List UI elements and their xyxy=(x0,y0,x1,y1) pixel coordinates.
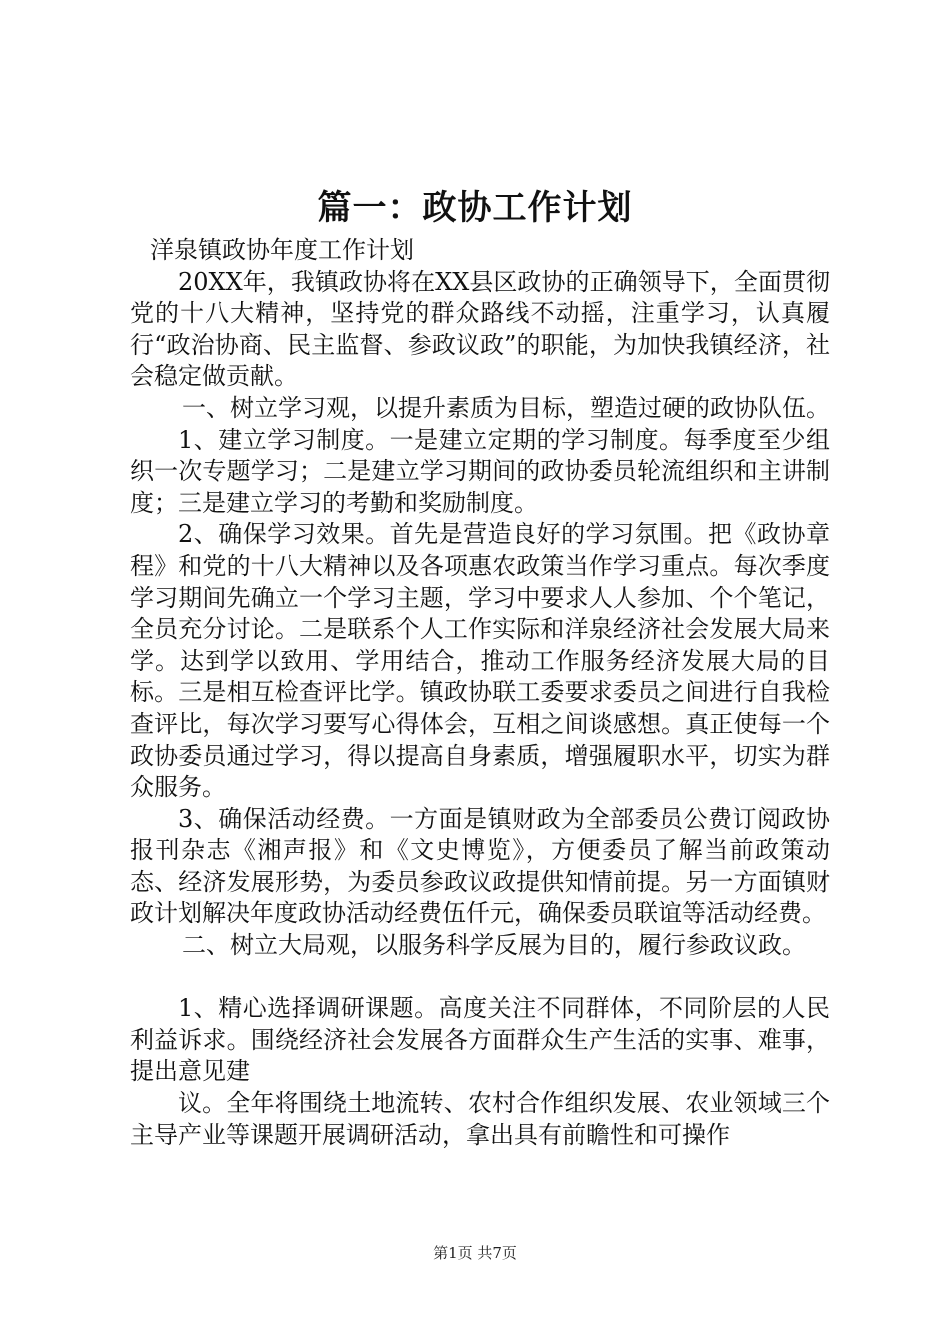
paragraph-activity-funds: 3、确保活动经费。一方面是镇财政为全部委员公费订阅政协报刊杂志《湘声报》和《文史博览》，方便委员了解当前政策动态、经济发展形势，为委员参政议政提供知情前提。另一方面镇财政计划解决年度政协活动经费伍仟元，确保委员联谊等活动经费。 xyxy=(130,804,830,928)
blank-line xyxy=(130,962,830,994)
paragraph-study-system: 1、建立学习制度。一是建立定期的学习制度。每季度至少组织一次专题学习；二是建立学习期间的政协委员轮流组织和主讲制度；三是建立学习的考勤和奖励制度。 xyxy=(130,425,830,517)
section-heading-2: 二、树立大局观，以服务科学反展为目的，履行参政议政。 xyxy=(182,931,806,960)
paragraph-study-effect: 2、确保学习效果。首先是营造良好的学习氛围。把《政协章程》和党的十八大精神以及各项惠农政策当作学习重点。每次季度学习期间先确立一个学习主题，学习中要求人人参加、个个笔记，全员充分讨论。二是联系个人工作实际和洋泉经济社会发展大局来学。达到学以致用、学用结合，推动工作服务经济发展大局的目标。三是相互检查评比学。镇政协联工委要求委员之间进行自我检查评比，每次学习要写心得体会，互相之间谈感想。真正使每一个政协委员通过学习，得以提高自身素质，增强履职水平，切实为群众服务。 xyxy=(130,520,830,802)
document-title: 篇一：政协工作计划 xyxy=(317,188,633,228)
document-body xyxy=(130,235,830,1151)
paragraph-research-topics: 1、精心选择调研课题。高度关注不同群体，不同阶层的人民利益诉求。围绕经济社会发展各方面群众生产生活的实事、难事，提出意见建 xyxy=(130,994,830,1086)
paragraph-intro: 20XX年，我镇政协将在XX县区政协的正确领导下，全面贯彻党的十八大精神，坚持党的群众路线不动摇，注重学习，认真履行“政治协商、民主监督、参政议政”的职能，为加快我镇经济，社会稳定做贡献。 xyxy=(130,267,830,391)
paragraph-research-continued: 议。全年将围绕土地流转、农村合作组织发展、农业领域三个主导产业等课题开展调研活动，拿出具有前瞻性和可操作 xyxy=(130,1089,830,1149)
document-subtitle: 洋泉镇政协年度工作计划 xyxy=(150,236,414,264)
page-number-footer: 第1页 共7页 xyxy=(433,1244,517,1262)
section-heading-1: 一、树立学习观，以提升素质为目标，塑造过硬的政协队伍。 xyxy=(182,393,830,422)
